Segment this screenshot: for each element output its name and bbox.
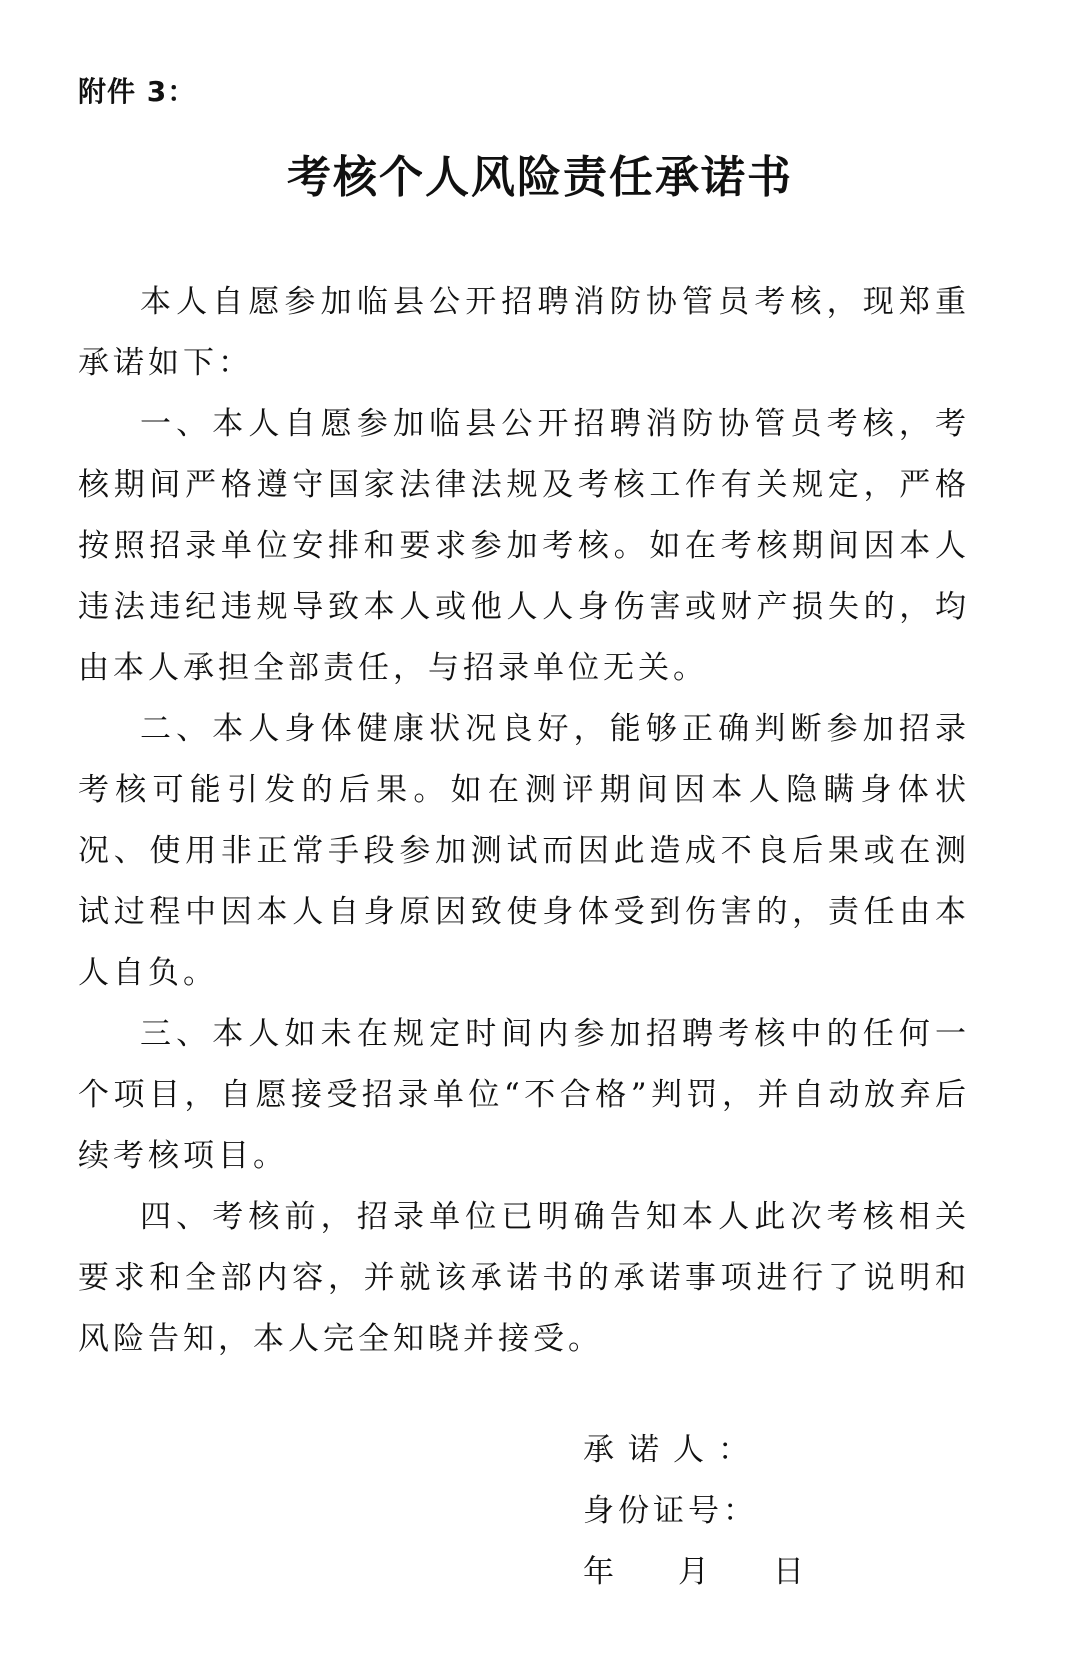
clause-2-paragraph: 二、本人身体健康状况良好，能够正确判断参加招录考核可能引发的后果。如在测评期间因本人隐瞒身体状况、使用非正常手段参加测试而因此造成不良后果或在测试过程中因本人自身原因致使身体受到伤害的，责任由本人自负。 [78, 711, 970, 991]
attachment-label: 附件 3： [78, 75, 197, 108]
year-label: 年 [583, 1554, 618, 1590]
clause-4-paragraph: 四、考核前，招录单位已明确告知本人此次考核相关要求和全部内容，并就该承诺书的承诺事项进行了说明和风险告知，本人完全知晓并接受。 [78, 1199, 970, 1357]
clause-3-paragraph: 三、本人如未在规定时间内参加招聘考核中的任何一个项目，自愿接受招录单位“不合格”判罚，并自动放弃后续考核项目。 [78, 1016, 970, 1174]
document-title: 考核个人风险责任承诺书 [287, 152, 793, 203]
intro-paragraph: 本人自愿参加临县公开招聘消防协管员考核，现郑重承诺如下： [78, 284, 970, 381]
date-line [583, 1542, 808, 1603]
committer-label: 承诺人： [583, 1432, 763, 1468]
clause-1-paragraph: 一、本人自愿参加临县公开招聘消防协管员考核，考核期间严格遵守国家法律法规及考核工作有关规定，严格按照招录单位安排和要求参加考核。如在考核期间因本人违法违纪违规导致本人或他人人身伤害或财产损失的，均由本人承担全部责任，与招录单位无关。 [78, 406, 970, 686]
day-label: 日 [773, 1554, 808, 1590]
document-body [78, 272, 970, 1370]
id-number-label: 身份证号： [583, 1493, 758, 1529]
signature-block [583, 1420, 808, 1603]
month-label: 月 [678, 1554, 713, 1590]
